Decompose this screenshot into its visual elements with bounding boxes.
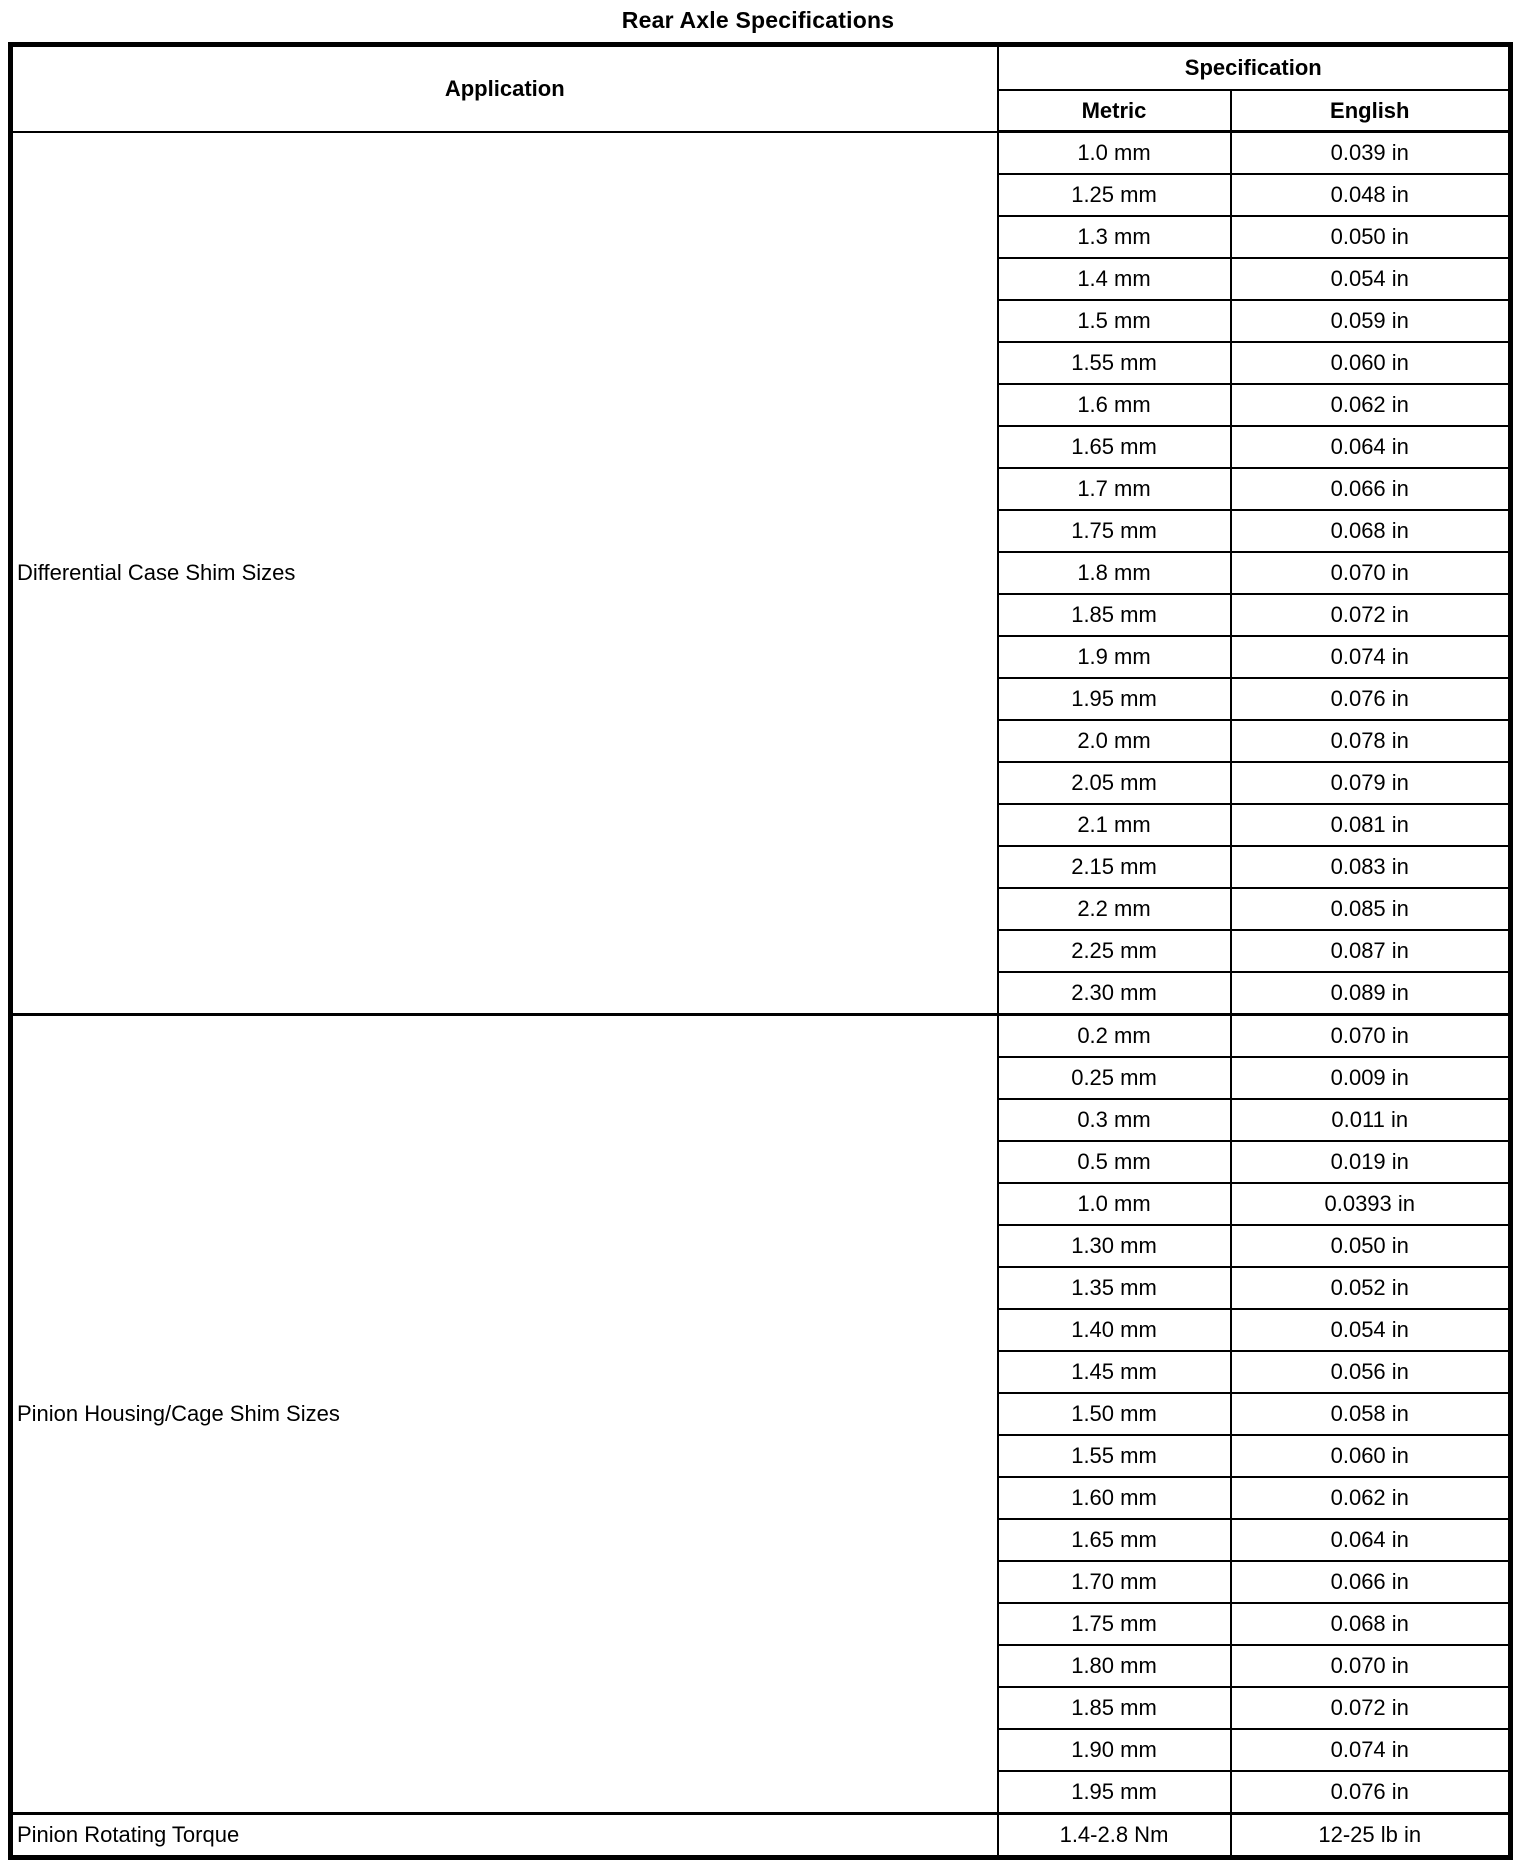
english-value-cell: 0.083 in: [1231, 846, 1511, 888]
metric-value-cell: 1.3 mm: [998, 216, 1231, 258]
metric-value-cell: 2.25 mm: [998, 930, 1231, 972]
table-row: [11, 1015, 1511, 1058]
english-value-cell: 0.079 in: [1231, 762, 1511, 804]
metric-value-cell: 1.90 mm: [998, 1729, 1231, 1771]
metric-value-cell: 1.85 mm: [998, 594, 1231, 636]
english-value-cell: 0.070 in: [1231, 1015, 1511, 1058]
metric-value-cell: 1.80 mm: [998, 1645, 1231, 1687]
page-title: Rear Axle Specifications: [621, 7, 895, 33]
english-value-cell: 0.060 in: [1231, 342, 1511, 384]
english-value-cell: 0.085 in: [1231, 888, 1511, 930]
application-column-header: Application: [11, 45, 998, 132]
specification-column-header: Specification: [998, 45, 1511, 91]
metric-value-cell: 1.70 mm: [998, 1561, 1231, 1603]
english-value-cell: 0.070 in: [1231, 552, 1511, 594]
english-value-cell: 0.076 in: [1231, 1771, 1511, 1814]
english-value-cell: 0.072 in: [1231, 594, 1511, 636]
metric-value-cell: 1.6 mm: [998, 384, 1231, 426]
english-value-cell: 0.068 in: [1231, 1603, 1511, 1645]
rear-axle-specifications-table: [8, 42, 1513, 1860]
english-value-cell: 0.011 in: [1231, 1099, 1511, 1141]
metric-value-cell: 1.7 mm: [998, 468, 1231, 510]
metric-value-cell: 1.45 mm: [998, 1351, 1231, 1393]
english-value-cell: 0.054 in: [1231, 1309, 1511, 1351]
metric-value-cell: 2.0 mm: [998, 720, 1231, 762]
application-cell: Differential Case Shim Sizes: [11, 132, 998, 1015]
metric-value-cell: 1.0 mm: [998, 1183, 1231, 1225]
metric-value-cell: 2.1 mm: [998, 804, 1231, 846]
english-value-cell: 12-25 lb in: [1231, 1814, 1511, 1858]
metric-value-cell: 1.75 mm: [998, 1603, 1231, 1645]
metric-value-cell: 1.95 mm: [998, 678, 1231, 720]
english-value-cell: 0.078 in: [1231, 720, 1511, 762]
metric-value-cell: 1.85 mm: [998, 1687, 1231, 1729]
english-value-cell: 0.072 in: [1231, 1687, 1511, 1729]
metric-value-cell: 0.25 mm: [998, 1057, 1231, 1099]
metric-value-cell: 1.4 mm: [998, 258, 1231, 300]
metric-value-cell: 2.15 mm: [998, 846, 1231, 888]
metric-value-cell: 1.55 mm: [998, 342, 1231, 384]
english-value-cell: 0.059 in: [1231, 300, 1511, 342]
english-column-header: English: [1231, 90, 1511, 132]
metric-value-cell: 2.30 mm: [998, 972, 1231, 1015]
english-value-cell: 0.068 in: [1231, 510, 1511, 552]
table-row: [11, 132, 1511, 175]
metric-value-cell: 1.75 mm: [998, 510, 1231, 552]
metric-value-cell: 1.55 mm: [998, 1435, 1231, 1477]
english-value-cell: 0.048 in: [1231, 174, 1511, 216]
application-cell: Pinion Housing/Cage Shim Sizes: [11, 1015, 998, 1814]
metric-value-cell: 1.4-2.8 Nm: [998, 1814, 1231, 1858]
table-row: [11, 1814, 1511, 1858]
metric-value-cell: 1.65 mm: [998, 1519, 1231, 1561]
english-value-cell: 0.050 in: [1231, 216, 1511, 258]
metric-value-cell: 1.60 mm: [998, 1477, 1231, 1519]
english-value-cell: 0.074 in: [1231, 636, 1511, 678]
english-value-cell: 0.064 in: [1231, 1519, 1511, 1561]
english-value-cell: 0.058 in: [1231, 1393, 1511, 1435]
metric-value-cell: 1.5 mm: [998, 300, 1231, 342]
metric-value-cell: 1.0 mm: [998, 132, 1231, 175]
metric-value-cell: 1.95 mm: [998, 1771, 1231, 1814]
english-value-cell: 0.081 in: [1231, 804, 1511, 846]
english-value-cell: 0.050 in: [1231, 1225, 1511, 1267]
english-value-cell: 0.089 in: [1231, 972, 1511, 1015]
metric-value-cell: 0.2 mm: [998, 1015, 1231, 1058]
metric-value-cell: 1.35 mm: [998, 1267, 1231, 1309]
english-value-cell: 0.064 in: [1231, 426, 1511, 468]
english-value-cell: 0.056 in: [1231, 1351, 1511, 1393]
english-value-cell: 0.039 in: [1231, 132, 1511, 175]
metric-value-cell: 0.3 mm: [998, 1099, 1231, 1141]
header-row-specification: [11, 45, 1511, 91]
english-value-cell: 0.076 in: [1231, 678, 1511, 720]
application-cell: Pinion Rotating Torque: [11, 1814, 998, 1858]
english-value-cell: 0.019 in: [1231, 1141, 1511, 1183]
metric-value-cell: 1.30 mm: [998, 1225, 1231, 1267]
english-value-cell: 0.066 in: [1231, 1561, 1511, 1603]
metric-value-cell: 1.50 mm: [998, 1393, 1231, 1435]
metric-column-header: Metric: [998, 90, 1231, 132]
english-value-cell: 0.052 in: [1231, 1267, 1511, 1309]
english-value-cell: 0.074 in: [1231, 1729, 1511, 1771]
english-value-cell: 0.060 in: [1231, 1435, 1511, 1477]
metric-value-cell: 1.40 mm: [998, 1309, 1231, 1351]
english-value-cell: 0.070 in: [1231, 1645, 1511, 1687]
metric-value-cell: 2.2 mm: [998, 888, 1231, 930]
english-value-cell: 0.009 in: [1231, 1057, 1511, 1099]
english-value-cell: 0.062 in: [1231, 384, 1511, 426]
english-value-cell: 0.087 in: [1231, 930, 1511, 972]
english-value-cell: 0.0393 in: [1231, 1183, 1511, 1225]
english-value-cell: 0.062 in: [1231, 1477, 1511, 1519]
metric-value-cell: 1.9 mm: [998, 636, 1231, 678]
metric-value-cell: 1.8 mm: [998, 552, 1231, 594]
metric-value-cell: 1.65 mm: [998, 426, 1231, 468]
document-page: [8, 0, 1508, 1860]
metric-value-cell: 1.25 mm: [998, 174, 1231, 216]
english-value-cell: 0.066 in: [1231, 468, 1511, 510]
metric-value-cell: 0.5 mm: [998, 1141, 1231, 1183]
english-value-cell: 0.054 in: [1231, 258, 1511, 300]
metric-value-cell: 2.05 mm: [998, 762, 1231, 804]
